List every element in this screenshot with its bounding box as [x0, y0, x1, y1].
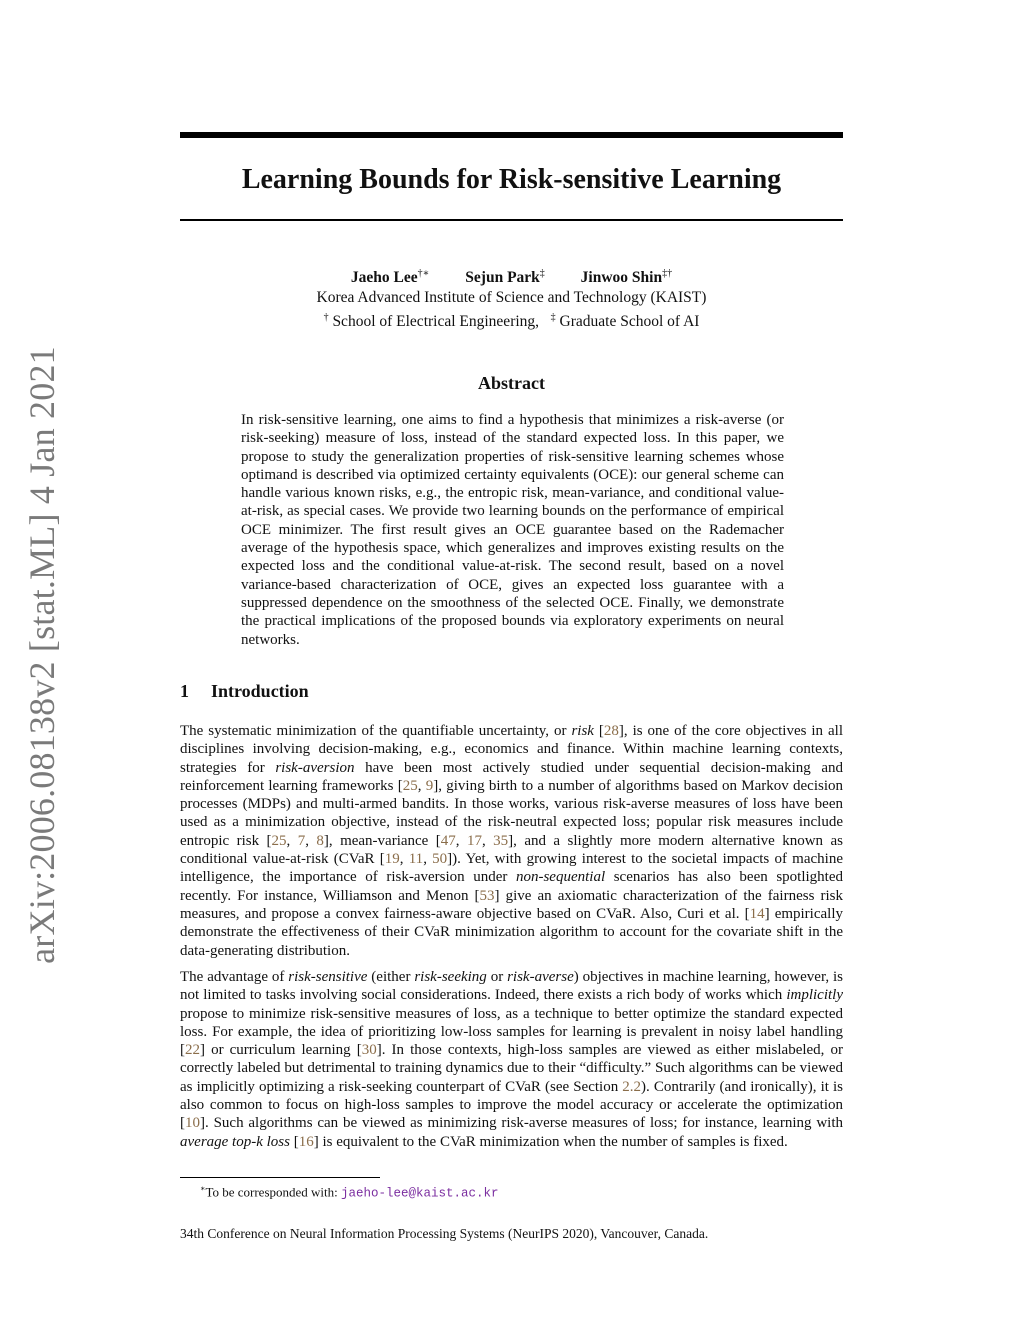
citation-link[interactable]: 7 [297, 832, 306, 849]
citation-link[interactable]: 28 [603, 723, 619, 739]
citation-link[interactable]: 16 [298, 1133, 314, 1150]
section-reference-link[interactable]: 2.2 [622, 1078, 642, 1095]
citation-link[interactable]: 14 [749, 905, 765, 922]
author-name: Jinwoo Shin [580, 269, 663, 287]
title-bottom-rule [180, 219, 843, 221]
author-name: Sejun Park [465, 269, 540, 287]
abstract-text: In risk-sensitive learning, one aims to find a hypothesis that minimizes a risk-averse (or risk-seeking) measure of loss, instead of the standard expected loss. In this paper, we propose to study the generalization properties of risk-sensitive learning schemes whose optimand is described via optimized certainty equivalents (OCE): our general scheme can handle various known risks, e.g., the entropic risk, mean-variance, and conditional value-at-risk, as special cases. We provide two learning bounds on the performance of empirical OCE minimizer. The first result gives an OCE guarantee based on the Rademacher average of the hypothesis space, which generalizes and improves existing results on the expected loss and the conditional value-at-risk. The second result, based on a novel variance-based characterization of OCE, gives an expected loss guarantee with a suppressed dependence on the smoothness of the selected OCE. Finally, we demonstrate the practical implications of the proposed bounds via exploratory experiments on neural networks. [241, 412, 784, 648]
school-1: School of Electrical Engineering, [332, 313, 540, 331]
citation-link[interactable]: 8 [316, 832, 324, 849]
citation-link[interactable]: 11 [408, 851, 424, 868]
affiliation-schools [180, 308, 843, 332]
author-names [180, 264, 843, 288]
affiliation-mark: † [323, 312, 329, 324]
section-title: Introduction [211, 681, 309, 701]
title-top-rule [180, 132, 843, 138]
author-mark: ‡ [539, 268, 545, 279]
affiliation: Korea Advanced Institute of Science and Technology (KAIST) [316, 289, 707, 307]
citation-link[interactable]: 30 [361, 1042, 377, 1059]
citation-link[interactable]: 10 [185, 1115, 200, 1132]
school-2: Graduate School of AI [559, 313, 700, 331]
email-link[interactable]: jaeho-lee@kaist.ac.kr [341, 1186, 499, 1201]
citation-link[interactable]: 47 [440, 832, 456, 849]
citation-link[interactable]: 25 [402, 777, 418, 794]
footnote-mark: ∗ [200, 1184, 206, 1193]
author-2 [465, 269, 545, 286]
citation-link[interactable]: 35 [493, 832, 509, 849]
section-number: 1 [180, 681, 189, 701]
author-name: Jaeho Lee [350, 269, 418, 287]
footnote [200, 1181, 499, 1201]
intro-paragraph-2: The advantage of risk-sensitive (either risk-seeking or risk-averse) objectives in machine learning, however, is not limited to tasks involving social considerations. Indeed, there exists a rich body of works which implicitly propose to minimize risk-sensitive measures of loss, as a technique to better optimize the standard expected loss. For example, the idea of prioritizing low-loss samples for learning is prevalent in noisy label handling [22] or curriculum learning [30]. In those contexts, high-loss samples are viewed as either mislabeled, or correctly labeled but detrimental to training dynamics due to their “difficulty.” Such algorithms can be viewed as implicitly optimizing a risk-seeking counterpart of CVaR (see Section 2.2). Contrarily (and ironically), it is also common to focus on high-loss samples to improve the model accuracy or accelerate the optimization [10]. Such algorithms can be viewed as minimizing risk-averse measures of loss; for instance, learning with average top-k loss [16] is equivalent to the CVaR minimization when the number of samples is fixed. [180, 969, 843, 1150]
intro-paragraph-1: The systematic minimization of the quantifiable uncertainty, or risk [28], is one of the core objectives in all disciplines involving decision-making, e.g., economics and finance. Within machine learning contexts, strategies for risk-aversion have been most actively studied under sequential decision-making and reinforcement learning frameworks [25, 9], giving birth to a number of algorithms based on Markov decision processes (MDPs) and multi-armed bandits. In those works, various risk-averse measures of loss have been used as a minimization objective, instead of the risk-neutral expected loss; popular risk measures include entropic risk [25, 7, 8], mean-variance [47, 17, 35], and a slightly more modern alternative known as conditional value-at-risk (CVaR [19, 11, 50]). Yet, with growing interest to the societal impacts of machine intelligence, the importance of risk-aversion under non-sequential scenarios has also been spotlighted recently. For instance, Williamson and Menon [53] give an axiomatic characterization of the fairness risk measures, and propose a convex fairness-aware objective based on CVaR. Also, Curi et al. [14] empirically demonstrate the effectiveness of their CVaR minimization algorithm to account for the covariate shift in the data-generating distribution. [180, 723, 844, 959]
abstract-heading: Abstract [478, 373, 545, 393]
author-block [180, 264, 843, 332]
citation-link[interactable]: 53 [479, 887, 495, 904]
citation-link[interactable]: 22 [185, 1042, 200, 1059]
author-3 [581, 269, 672, 286]
citation-link[interactable]: 9 [425, 777, 434, 794]
venue-footer: 34th Conference on Neural Information Processing Systems (NeurIPS 2020), Vancouver, Canada. [180, 1226, 709, 1241]
affiliation-mark: ‡ [550, 312, 556, 324]
citation-link[interactable]: 19 [384, 851, 400, 868]
arxiv-identifier [22, 346, 63, 964]
citation-link[interactable]: 17 [466, 832, 482, 849]
citation-link[interactable]: 25 [271, 832, 287, 849]
paper-title: Learning Bounds for Risk-sensitive Learning [241, 164, 782, 195]
citation-link[interactable]: 50 [432, 851, 448, 868]
author-1 [351, 269, 430, 286]
author-mark: ‡† [662, 268, 673, 279]
author-mark: †∗ [417, 268, 430, 279]
footnote-text: To be corresponded with: [205, 1184, 341, 1200]
arxiv-id-text: arXiv:2006.08138v2 [stat.ML] 4 Jan 2021 [22, 346, 63, 964]
section-heading [180, 680, 309, 702]
footnote-rule [180, 1177, 380, 1178]
